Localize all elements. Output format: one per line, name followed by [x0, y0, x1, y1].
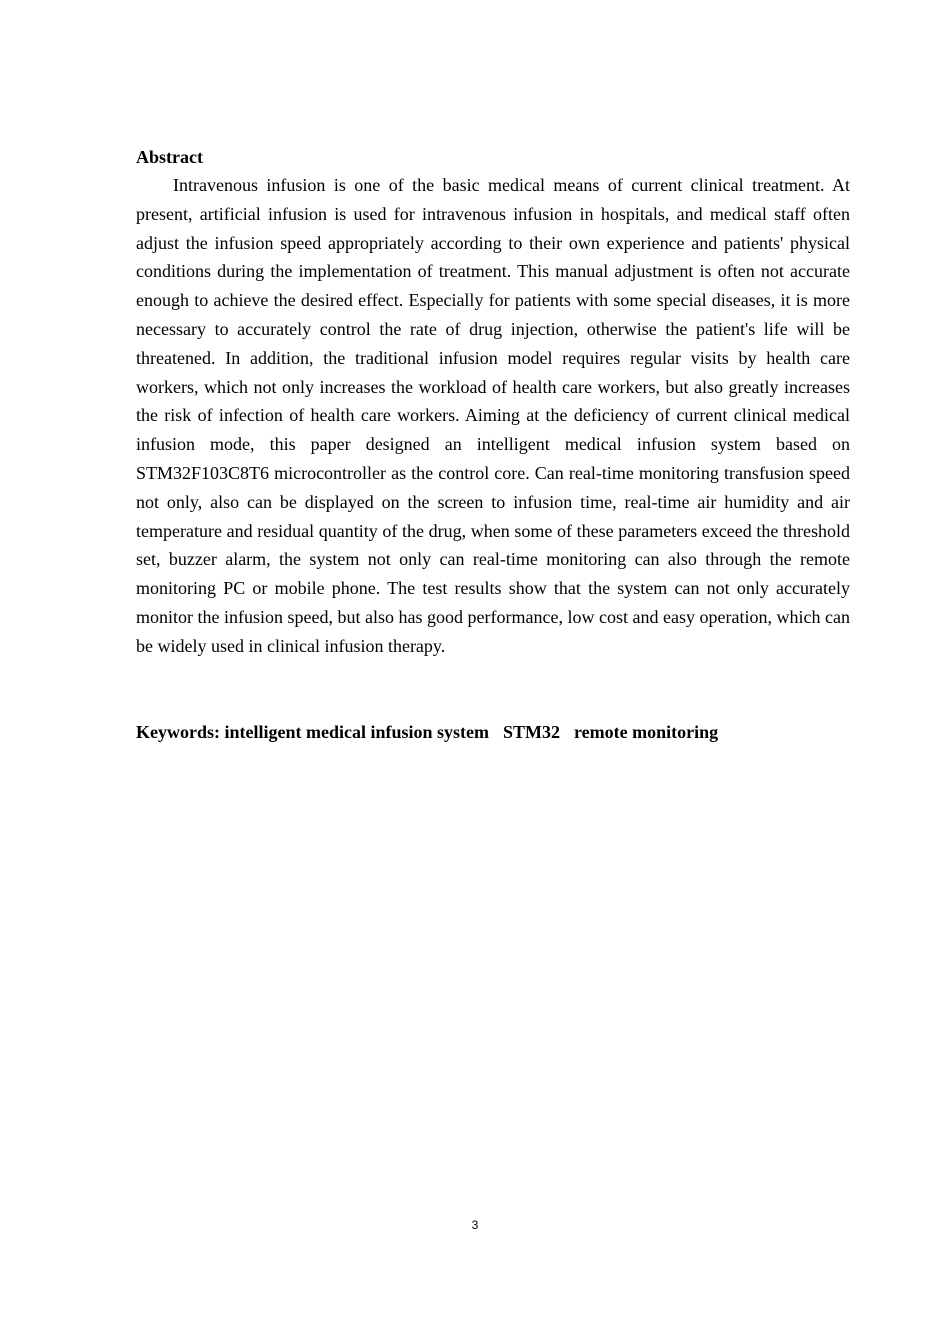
keywords-label: Keywords:	[136, 722, 220, 742]
page-number: 3	[471, 1218, 479, 1232]
keyword-item: STM32	[503, 722, 561, 742]
keywords-line	[136, 718, 718, 746]
abstract-body: Intravenous infusion is one of the basic medical means of current clinical treatment. At present, artificial infusion is used for intravenous infusion in hospitals, and medical staff often adjust the infusion speed appropriately according to their own experience and patients' physical conditions during the implementation of treatment. This manual adjustment is often not accurate enough to achieve the desired effect. Especially for patients with some special diseases, it is more necessary to accurately control the rate of drug injection, otherwise the patient's life will be threatened. In addition, the traditional infusion model requires regular visits by health care workers, which not only increases the workload of health care workers, but also greatly increases the risk of infection of health care workers. Aiming at the deficiency of current clinical medical infusion mode, this paper designed an intelligent medical infusion system based on STM32F103C8T6 microcontroller as the control core. Can real-time monitoring transfusion speed not only, also can be displayed on the screen to infusion time, real-time air humidity and air temperature and residual quantity of the drug, when some of these parameters exceed the threshold set, buzzer alarm, the system not only can real-time monitoring can also through the remote monitoring PC or mobile phone. The test results show that the system can not only accurately monitor the infusion speed, but also has good performance, low cost and easy operation, which can be widely used in clinical infusion therapy.	[136, 175, 850, 656]
keyword-item: remote monitoring	[574, 722, 719, 742]
keyword-item: intelligent medical infusion system	[224, 722, 489, 742]
abstract-heading: Abstract	[136, 147, 203, 167]
